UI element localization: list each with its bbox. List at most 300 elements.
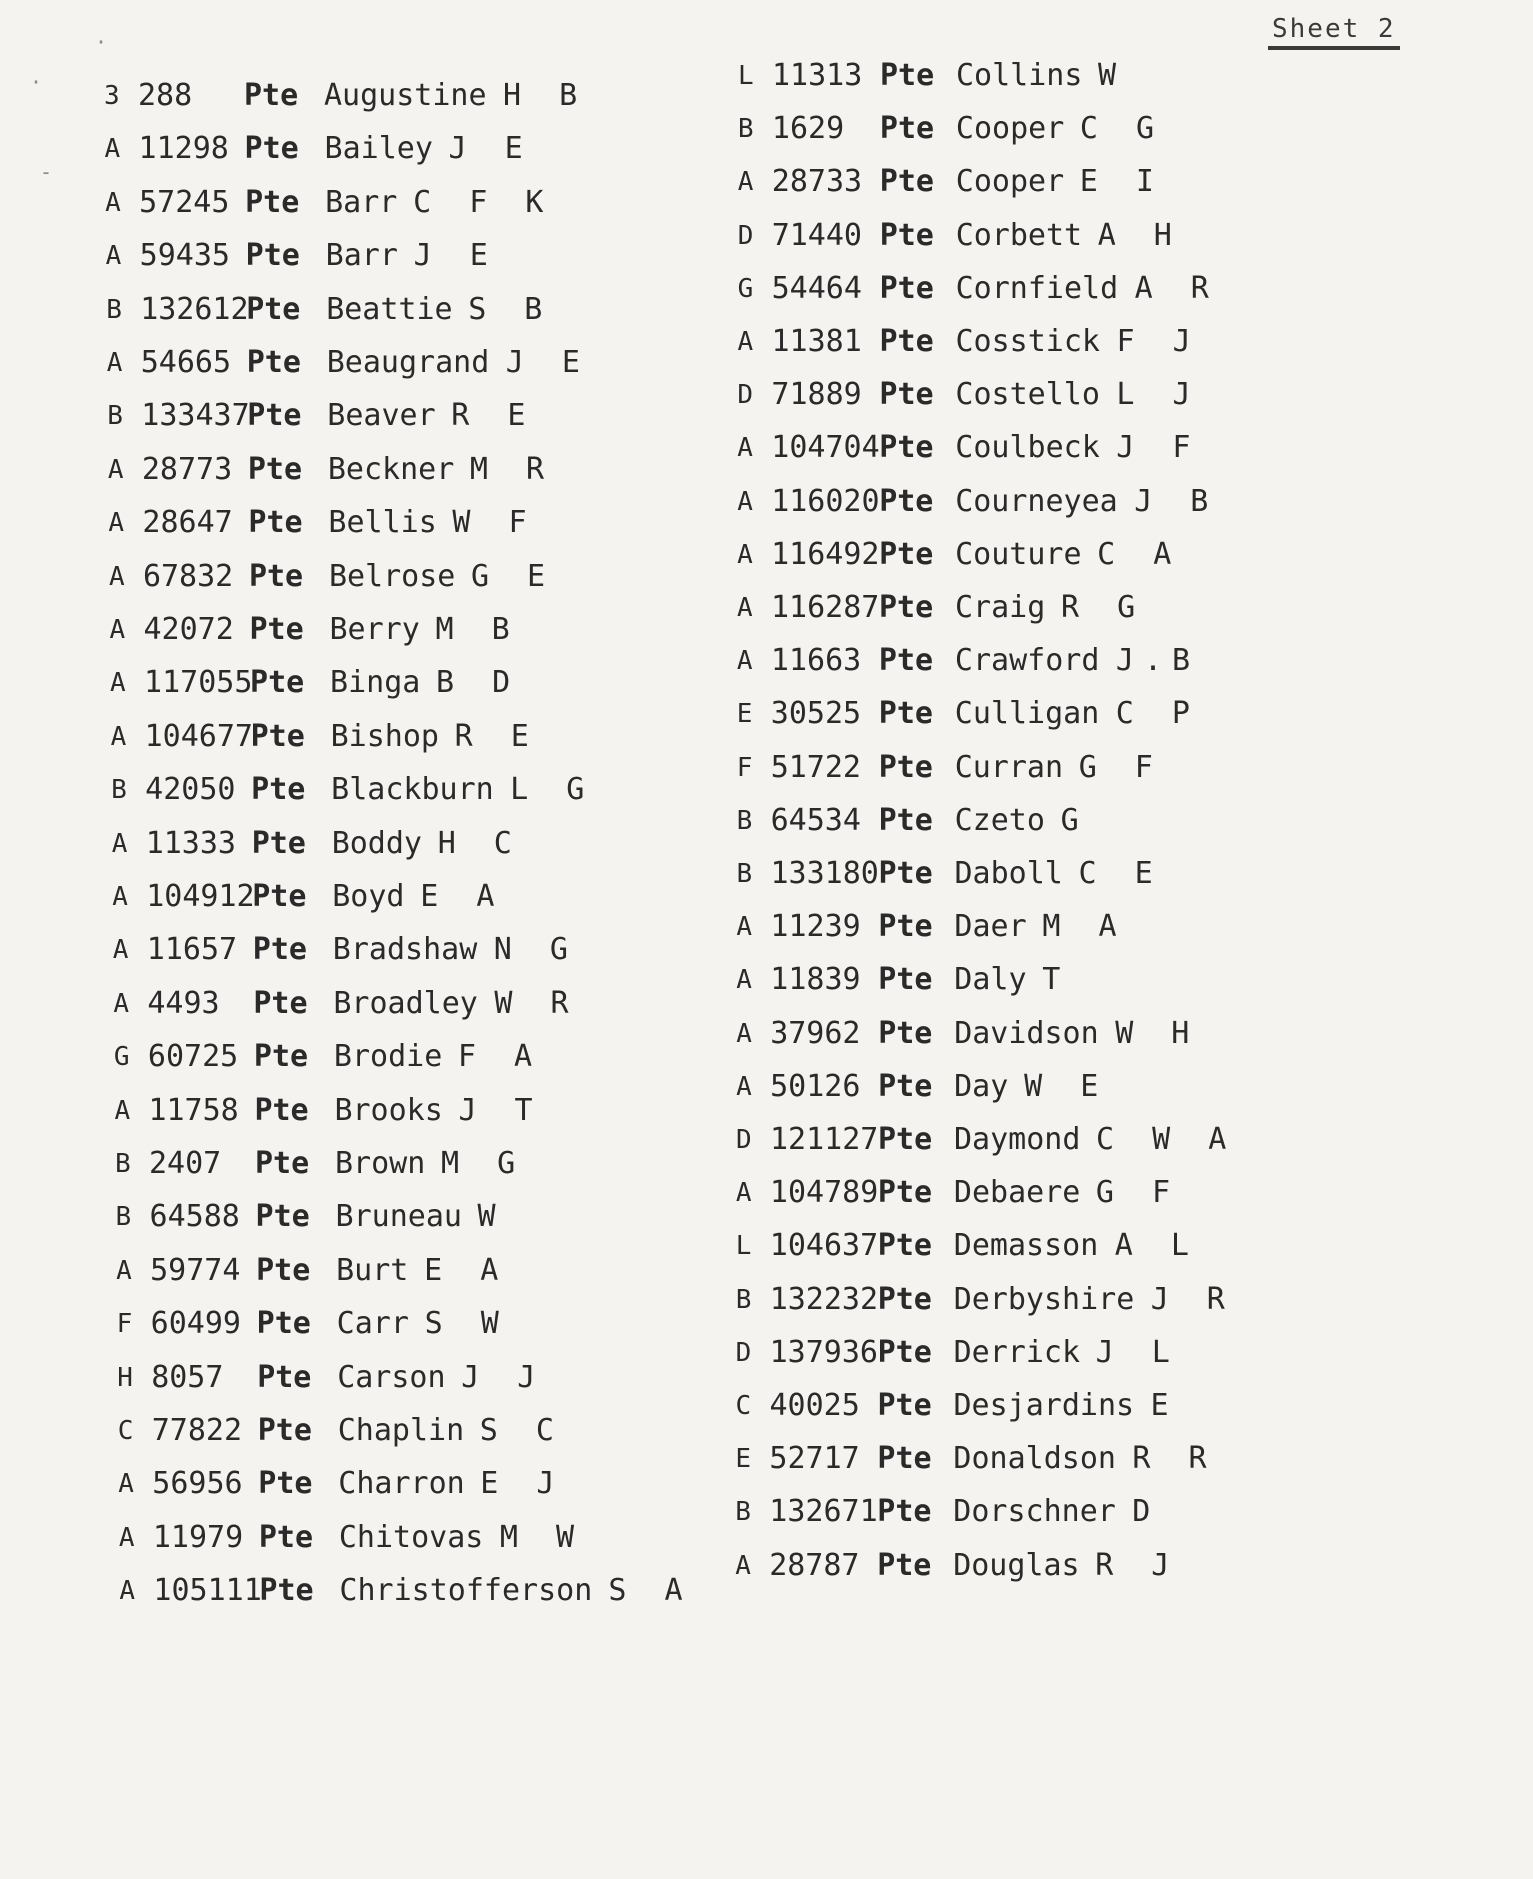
surname: Beaver bbox=[327, 398, 436, 434]
service-prefix: A bbox=[113, 988, 129, 1019]
service-number: 11657 bbox=[146, 932, 238, 968]
rank: Pte bbox=[248, 505, 303, 541]
surname: Daymond bbox=[954, 1122, 1081, 1157]
rank: Pte bbox=[246, 345, 301, 380]
service-number: 28733 bbox=[771, 164, 863, 200]
rank: Pte bbox=[878, 856, 933, 891]
initials: M R bbox=[469, 451, 555, 487]
roster-entry bbox=[105, 127, 805, 171]
roster-entry bbox=[111, 768, 811, 812]
roster-entry bbox=[114, 1035, 814, 1079]
service-number: 132612 bbox=[140, 291, 249, 327]
surname: Cosstick bbox=[955, 324, 1100, 359]
service-number: 11239 bbox=[770, 909, 861, 945]
service-prefix: A bbox=[118, 1469, 134, 1500]
roster-entry bbox=[109, 555, 809, 599]
roster-entry bbox=[735, 1490, 1435, 1534]
service-number: 8057 bbox=[151, 1359, 224, 1395]
surname: Crawford bbox=[954, 643, 1100, 679]
initials: F J bbox=[1116, 324, 1201, 359]
initials: W E bbox=[1024, 1068, 1109, 1104]
service-prefix: A bbox=[112, 882, 128, 912]
roster-entry bbox=[117, 1302, 817, 1346]
service-number: 11839 bbox=[770, 962, 861, 998]
roster-entry bbox=[108, 448, 808, 492]
initials: J F bbox=[1116, 430, 1201, 466]
service-number: 11979 bbox=[152, 1519, 244, 1555]
service-number: 57245 bbox=[139, 184, 230, 220]
rank: Pte bbox=[877, 1441, 932, 1477]
initials: G bbox=[1060, 802, 1089, 838]
initials: J R bbox=[1150, 1281, 1235, 1317]
rank: Pte bbox=[878, 643, 934, 679]
surname: Davidson bbox=[954, 1015, 1099, 1051]
service-prefix: A bbox=[737, 327, 754, 357]
service-number: 42072 bbox=[143, 612, 234, 647]
service-number: 60725 bbox=[147, 1039, 239, 1075]
rank: Pte bbox=[879, 430, 934, 466]
service-prefix: B bbox=[736, 859, 753, 889]
roster-entry bbox=[116, 1195, 816, 1239]
service-prefix: D bbox=[735, 1337, 752, 1368]
surname: Coulbeck bbox=[955, 430, 1100, 466]
surname: Couture bbox=[955, 536, 1082, 572]
service-number: 37962 bbox=[770, 1015, 861, 1051]
surname: Berry bbox=[329, 612, 420, 647]
roster-entry bbox=[736, 1384, 1436, 1428]
service-prefix: A bbox=[736, 1071, 752, 1102]
roster-entry bbox=[736, 958, 1436, 1002]
roster-entry bbox=[737, 533, 1437, 577]
rank: Pte bbox=[253, 1039, 309, 1075]
roster-entry bbox=[736, 1118, 1436, 1162]
initials: S W bbox=[424, 1306, 509, 1342]
initials: C A bbox=[1097, 536, 1182, 572]
surname: Bellis bbox=[328, 505, 437, 541]
initials: B D bbox=[436, 665, 521, 701]
rank: Pte bbox=[255, 1199, 310, 1235]
service-prefix: G bbox=[737, 273, 754, 304]
service-number: 11758 bbox=[148, 1092, 239, 1128]
roster-entry bbox=[118, 1409, 818, 1453]
service-prefix: A bbox=[112, 935, 129, 966]
surname: Daboll bbox=[954, 856, 1063, 891]
initials: R E bbox=[454, 718, 539, 754]
initials: J.B bbox=[1115, 643, 1201, 679]
rank: Pte bbox=[878, 749, 933, 785]
rank: Pte bbox=[251, 772, 306, 808]
rank: Pte bbox=[877, 1494, 932, 1530]
initials: R G bbox=[1061, 590, 1146, 625]
rank: Pte bbox=[253, 985, 308, 1021]
roster-entry bbox=[737, 480, 1437, 524]
rank: Pte bbox=[877, 1175, 933, 1211]
initials: W bbox=[1098, 58, 1127, 93]
rank: Pte bbox=[879, 164, 934, 200]
roster-entry bbox=[736, 1171, 1436, 1215]
service-number: 64588 bbox=[149, 1199, 240, 1235]
service-prefix: D bbox=[737, 220, 754, 251]
initials: A R bbox=[1134, 270, 1219, 306]
service-prefix: E bbox=[736, 699, 753, 730]
surname: Czeto bbox=[954, 802, 1045, 838]
service-prefix: A bbox=[737, 433, 753, 464]
surname: Bradshaw bbox=[332, 932, 478, 968]
surname: Desjardins bbox=[953, 1388, 1135, 1423]
surname: Costello bbox=[955, 377, 1100, 413]
surname: Carr bbox=[336, 1306, 409, 1342]
service-prefix: B bbox=[111, 775, 127, 806]
service-prefix: B bbox=[115, 1149, 131, 1179]
service-prefix: C bbox=[735, 1391, 752, 1421]
surname: Bailey bbox=[324, 131, 433, 167]
rank: Pte bbox=[877, 1547, 932, 1583]
service-number: 116287 bbox=[771, 590, 880, 625]
roster-entry bbox=[107, 394, 807, 438]
service-prefix: L bbox=[735, 1231, 752, 1262]
initials: J E bbox=[413, 238, 498, 274]
surname: Belrose bbox=[328, 558, 456, 594]
rank: Pte bbox=[252, 932, 307, 968]
service-number: 59774 bbox=[150, 1252, 241, 1288]
surname: Beaugrand bbox=[326, 345, 490, 380]
surname: Debaere bbox=[953, 1175, 1081, 1211]
rank: Pte bbox=[258, 1466, 313, 1502]
initials: S C bbox=[479, 1413, 564, 1448]
roster-entry bbox=[737, 373, 1437, 417]
service-number: 54464 bbox=[771, 270, 862, 306]
service-prefix: A bbox=[737, 167, 754, 198]
rank: Pte bbox=[244, 131, 299, 167]
service-number: 117055 bbox=[144, 665, 253, 701]
rank: Pte bbox=[877, 1228, 932, 1264]
service-prefix: L bbox=[738, 61, 754, 91]
surname: Daly bbox=[954, 962, 1027, 998]
rank: Pte bbox=[247, 451, 303, 487]
roster-entry bbox=[738, 107, 1438, 151]
surname: Collins bbox=[956, 58, 1083, 93]
surname: Cooper bbox=[955, 164, 1065, 200]
roster-entry bbox=[118, 1462, 818, 1506]
rank: Pte bbox=[878, 1068, 933, 1104]
surname: Daer bbox=[954, 909, 1027, 945]
surname: Bruneau bbox=[335, 1199, 462, 1235]
service-prefix: A bbox=[735, 1178, 752, 1209]
surname: Culligan bbox=[954, 696, 1100, 732]
surname: Beckner bbox=[327, 451, 455, 487]
initials: C G bbox=[1079, 111, 1165, 147]
initials: J J bbox=[461, 1359, 546, 1395]
surname: Barr bbox=[325, 238, 398, 274]
initials: G F bbox=[1078, 749, 1163, 785]
service-prefix: A bbox=[118, 1522, 135, 1553]
service-prefix: B bbox=[107, 401, 123, 432]
service-number: 104637 bbox=[769, 1228, 879, 1264]
initials: J B bbox=[1134, 483, 1219, 519]
roster-entry bbox=[735, 1544, 1435, 1588]
roster-entry bbox=[736, 1065, 1436, 1109]
initials: E A bbox=[424, 1252, 509, 1288]
roster-entry bbox=[112, 875, 812, 919]
service-prefix: A bbox=[736, 646, 753, 677]
service-number: 104912 bbox=[146, 879, 255, 914]
initials: C W A bbox=[1096, 1122, 1237, 1157]
rank: Pte bbox=[879, 111, 935, 147]
roster-entry bbox=[114, 1089, 814, 1133]
service-number: 11663 bbox=[770, 643, 862, 679]
initials: M A bbox=[1042, 909, 1127, 945]
service-number: 11313 bbox=[772, 58, 863, 93]
service-prefix: A bbox=[737, 486, 753, 517]
surname: Augustine bbox=[324, 78, 487, 113]
initials: S B bbox=[468, 291, 553, 327]
rank: Pte bbox=[245, 184, 300, 220]
rank: Pte bbox=[247, 398, 302, 434]
roster-entry bbox=[736, 905, 1436, 949]
service-number: 28647 bbox=[142, 505, 233, 541]
initials: C P bbox=[1115, 696, 1200, 732]
service-prefix: A bbox=[736, 965, 752, 996]
initials: R R bbox=[1132, 1441, 1217, 1477]
rank: Pte bbox=[258, 1519, 314, 1555]
margin-speck-icon: · bbox=[30, 70, 43, 94]
service-prefix: A bbox=[104, 134, 121, 165]
roster-entry bbox=[111, 715, 811, 759]
roster-entry bbox=[737, 426, 1437, 470]
service-number: 11333 bbox=[145, 825, 236, 861]
surname: Cooper bbox=[955, 111, 1065, 147]
initials: J L bbox=[1095, 1334, 1180, 1370]
surname: Boyd bbox=[332, 879, 405, 914]
surname: Blackburn bbox=[331, 772, 494, 808]
margin-speck-icon: - bbox=[40, 160, 53, 184]
initials: R E bbox=[451, 398, 536, 434]
surname: Curran bbox=[954, 749, 1064, 785]
service-prefix: D bbox=[736, 1125, 752, 1155]
surname: Brooks bbox=[334, 1092, 443, 1128]
service-prefix: A bbox=[106, 348, 123, 378]
service-number: 71889 bbox=[771, 377, 862, 413]
initials: M W bbox=[499, 1519, 585, 1555]
service-number: 132232 bbox=[769, 1281, 879, 1317]
rank: Pte bbox=[879, 217, 934, 253]
rank: Pte bbox=[879, 483, 934, 519]
surname: Douglas bbox=[953, 1547, 1080, 1583]
rank: Pte bbox=[878, 962, 933, 998]
service-number: 2407 bbox=[149, 1146, 222, 1181]
rank: Pte bbox=[250, 718, 305, 754]
service-prefix: A bbox=[737, 539, 753, 570]
service-number: 104789 bbox=[769, 1175, 879, 1211]
surname: Corbett bbox=[955, 217, 1083, 253]
service-number: 288 bbox=[138, 78, 193, 113]
service-prefix: A bbox=[119, 1576, 136, 1607]
surname: Dorschner bbox=[953, 1494, 1116, 1530]
service-prefix: G bbox=[113, 1042, 130, 1073]
roster-entry bbox=[119, 1569, 819, 1613]
initials: J E bbox=[505, 345, 590, 380]
rank: Pte bbox=[877, 1334, 932, 1370]
initials: D bbox=[1132, 1494, 1161, 1530]
rank: Pte bbox=[245, 238, 300, 274]
service-prefix: A bbox=[110, 721, 127, 752]
initials: W bbox=[477, 1199, 506, 1235]
roster-entry bbox=[116, 1249, 816, 1293]
initials: A L bbox=[1114, 1228, 1199, 1264]
service-number: 116492 bbox=[771, 536, 880, 572]
service-prefix: A bbox=[114, 1095, 131, 1126]
surname: Day bbox=[954, 1068, 1009, 1104]
initials: T bbox=[1042, 962, 1071, 998]
service-prefix: A bbox=[737, 593, 753, 623]
service-number: 11298 bbox=[138, 131, 229, 167]
service-number: 4493 bbox=[147, 985, 220, 1021]
initials: L J bbox=[1116, 377, 1201, 413]
service-number: 40025 bbox=[769, 1388, 860, 1423]
sheet-label: Sheet 2 bbox=[1268, 14, 1400, 50]
initials: L G bbox=[510, 772, 595, 808]
service-number: 11381 bbox=[771, 324, 862, 359]
surname: Brodie bbox=[333, 1039, 443, 1075]
service-prefix: E bbox=[735, 1444, 752, 1475]
rank: Pte bbox=[252, 879, 307, 914]
initials: A H bbox=[1097, 217, 1182, 253]
service-prefix: A bbox=[736, 1018, 752, 1049]
rank: Pte bbox=[877, 1281, 932, 1317]
initials: C F K bbox=[413, 184, 554, 220]
roster-entry bbox=[737, 799, 1437, 843]
surname: Beattie bbox=[326, 291, 453, 327]
service-number: 28773 bbox=[141, 451, 233, 487]
roster-entry bbox=[113, 928, 813, 972]
initials: M B bbox=[435, 612, 520, 647]
surname: Charron bbox=[338, 1466, 465, 1502]
service-prefix: A bbox=[105, 241, 122, 272]
roster-entry bbox=[738, 214, 1438, 258]
rank: Pte bbox=[246, 291, 301, 327]
rank: Pte bbox=[255, 1146, 310, 1181]
roster-entry bbox=[738, 54, 1438, 98]
service-prefix: A bbox=[735, 1550, 751, 1581]
service-number: 50126 bbox=[770, 1068, 861, 1104]
roster-entry bbox=[737, 692, 1437, 736]
initials: W R bbox=[494, 985, 579, 1021]
initials: H B bbox=[503, 78, 588, 113]
service-prefix: B bbox=[106, 294, 122, 325]
initials: F A bbox=[457, 1039, 543, 1075]
service-number: 104704 bbox=[771, 430, 880, 466]
service-prefix: B bbox=[115, 1202, 132, 1233]
roster-entry bbox=[106, 234, 806, 278]
rank: Pte bbox=[880, 58, 935, 93]
surname: Chaplin bbox=[337, 1413, 465, 1448]
surname: Craig bbox=[955, 590, 1046, 625]
initials: E I bbox=[1079, 164, 1164, 200]
initials: S A bbox=[608, 1573, 693, 1609]
surname: Binga bbox=[330, 665, 421, 701]
service-number: 54665 bbox=[140, 345, 232, 380]
service-prefix: A bbox=[107, 454, 124, 485]
roster-entry bbox=[735, 1437, 1435, 1481]
roster-entry bbox=[736, 1224, 1436, 1268]
roster-entry bbox=[737, 746, 1437, 790]
service-prefix: F bbox=[116, 1309, 133, 1340]
roster-entry bbox=[736, 1012, 1436, 1056]
surname: Barr bbox=[325, 184, 398, 220]
rank: Pte bbox=[878, 1015, 933, 1051]
rank: Pte bbox=[879, 590, 934, 625]
rank: Pte bbox=[259, 1573, 314, 1609]
roster-entry bbox=[108, 501, 808, 545]
initials: H C bbox=[437, 825, 522, 861]
service-number: 30525 bbox=[770, 696, 862, 732]
surname: Chitovas bbox=[338, 1519, 484, 1555]
roster-entry bbox=[112, 822, 812, 866]
service-prefix: 3 bbox=[104, 81, 120, 111]
initials: G F bbox=[1095, 1175, 1181, 1211]
service-prefix: F bbox=[736, 752, 753, 783]
surname: Christofferson bbox=[339, 1573, 593, 1609]
rank: Pte bbox=[878, 909, 933, 945]
service-number: 67832 bbox=[142, 558, 234, 594]
rank: Pte bbox=[879, 270, 934, 306]
service-number: 104677 bbox=[144, 718, 253, 754]
rank: Pte bbox=[244, 78, 299, 113]
roster-entry bbox=[107, 341, 807, 385]
service-prefix: A bbox=[110, 668, 126, 699]
service-number: 51722 bbox=[770, 749, 861, 785]
margin-speck-icon: · bbox=[95, 30, 108, 54]
service-prefix: B bbox=[735, 1284, 752, 1315]
initials: R J bbox=[1095, 1547, 1180, 1583]
service-number: 71440 bbox=[771, 217, 862, 253]
surname: Boddy bbox=[331, 825, 422, 861]
service-number: 77822 bbox=[151, 1413, 243, 1448]
surname: Brown bbox=[335, 1146, 426, 1181]
roster-entry bbox=[115, 1142, 815, 1186]
initials: N G bbox=[493, 932, 578, 968]
service-prefix: A bbox=[108, 508, 125, 539]
service-prefix: A bbox=[105, 187, 121, 218]
roster-entry bbox=[736, 1331, 1436, 1375]
service-number: 137936 bbox=[769, 1334, 878, 1370]
service-prefix: C bbox=[117, 1416, 134, 1446]
service-number: 56956 bbox=[152, 1466, 243, 1502]
service-number: 133180 bbox=[770, 856, 879, 891]
roster-entry bbox=[737, 852, 1437, 896]
roster-entry bbox=[736, 1278, 1436, 1322]
service-number: 116020 bbox=[771, 483, 880, 519]
service-number: 133437 bbox=[141, 398, 250, 434]
service-prefix: A bbox=[109, 615, 126, 645]
rank: Pte bbox=[250, 665, 305, 701]
roster-entry bbox=[737, 639, 1437, 683]
surname: Carson bbox=[337, 1359, 446, 1395]
surname: Donaldson bbox=[953, 1441, 1116, 1477]
roster-entry bbox=[110, 661, 810, 705]
rank: Pte bbox=[254, 1092, 309, 1128]
service-number: 105111 bbox=[153, 1573, 262, 1609]
initials: E J bbox=[480, 1466, 565, 1502]
roster-entry bbox=[110, 608, 810, 652]
initials: E A bbox=[420, 879, 505, 914]
rank: Pte bbox=[877, 1388, 932, 1423]
service-number: 52717 bbox=[769, 1441, 860, 1477]
initials: M G bbox=[441, 1146, 526, 1181]
surname: Derrick bbox=[953, 1334, 1081, 1370]
service-prefix: A bbox=[736, 912, 753, 943]
service-number: 59435 bbox=[139, 238, 230, 274]
